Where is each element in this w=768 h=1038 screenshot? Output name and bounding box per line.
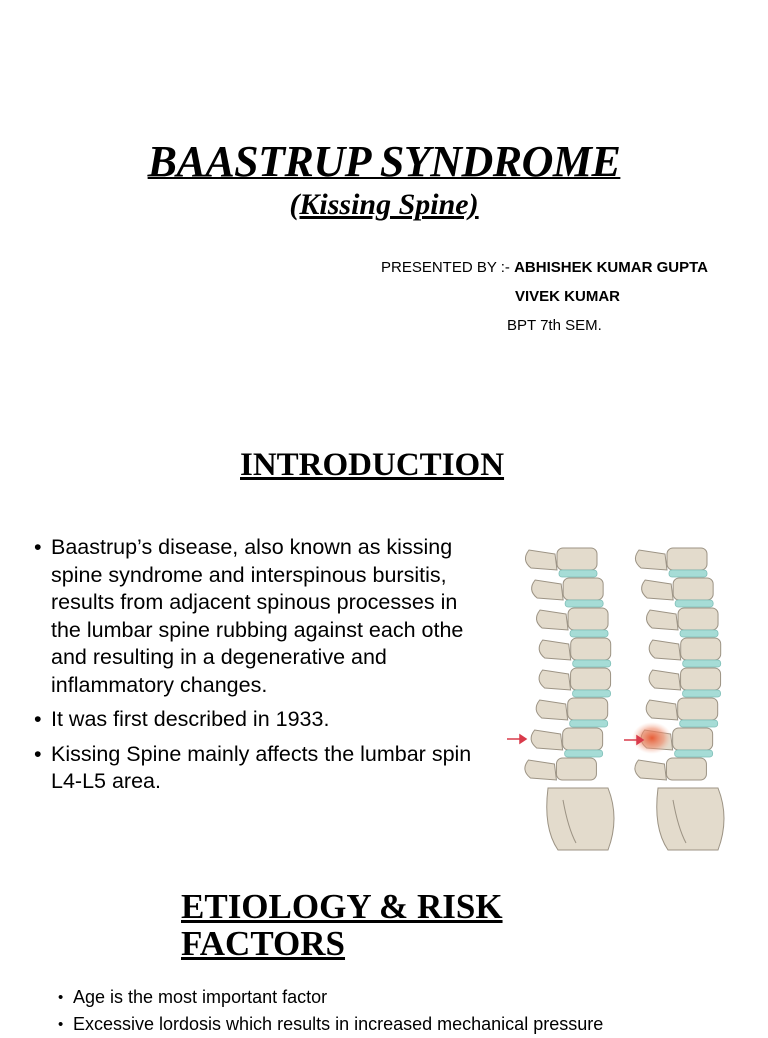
etiology-heading: ETIOLOGY & RISK FACTORS <box>181 887 503 963</box>
bullet-icon: • <box>34 741 42 766</box>
bullet-icon: • <box>34 535 42 559</box>
etiology-bullets <box>58 984 758 1038</box>
page-subtitle: (Kissing Spine) <box>289 188 479 221</box>
etiology-bullet-1: • Age is the most important factor <box>58 984 758 1011</box>
page-title: BAASTRUP SYNDROME <box>147 137 621 186</box>
bullet-icon: • <box>58 989 64 1006</box>
etiology-bullet-2: • Excessive lordosis which results in increased mechanical pressure <box>58 1011 758 1038</box>
spine-illustration <box>500 538 740 852</box>
presenter-line <box>381 259 708 276</box>
introduction-heading: INTRODUCTION <box>240 447 505 483</box>
arrow-left-icon <box>507 735 526 743</box>
kissing-spine <box>635 548 724 850</box>
bullet-icon: • <box>58 1016 64 1033</box>
intro-bullet-1: • Baastrup’s disease, also known as kissing spine syndrome and interspinous bursitis, results from adjacent spinous processes in the lumbar spine rubbing against each othe and resulting in a degenerative and inflammatory changes. <box>34 535 464 697</box>
presenter-course: BPT 7th SEM. <box>507 317 602 334</box>
intro-bullet-2: • It was first described in 1933. <box>30 706 512 734</box>
introduction-bullets <box>30 534 512 803</box>
presenter-name-1: ABHISHEK KUMAR GUPTA <box>514 259 708 276</box>
bullet-icon: • <box>34 707 42 731</box>
presenter-name-2: VIVEK KUMAR <box>515 288 621 305</box>
intro-bullet-3: • Kissing Spine mainly affects the lumbar spin L4-L5 area. <box>34 741 472 793</box>
normal-spine <box>525 548 614 850</box>
presented-by-label: PRESENTED BY :- <box>381 259 515 276</box>
